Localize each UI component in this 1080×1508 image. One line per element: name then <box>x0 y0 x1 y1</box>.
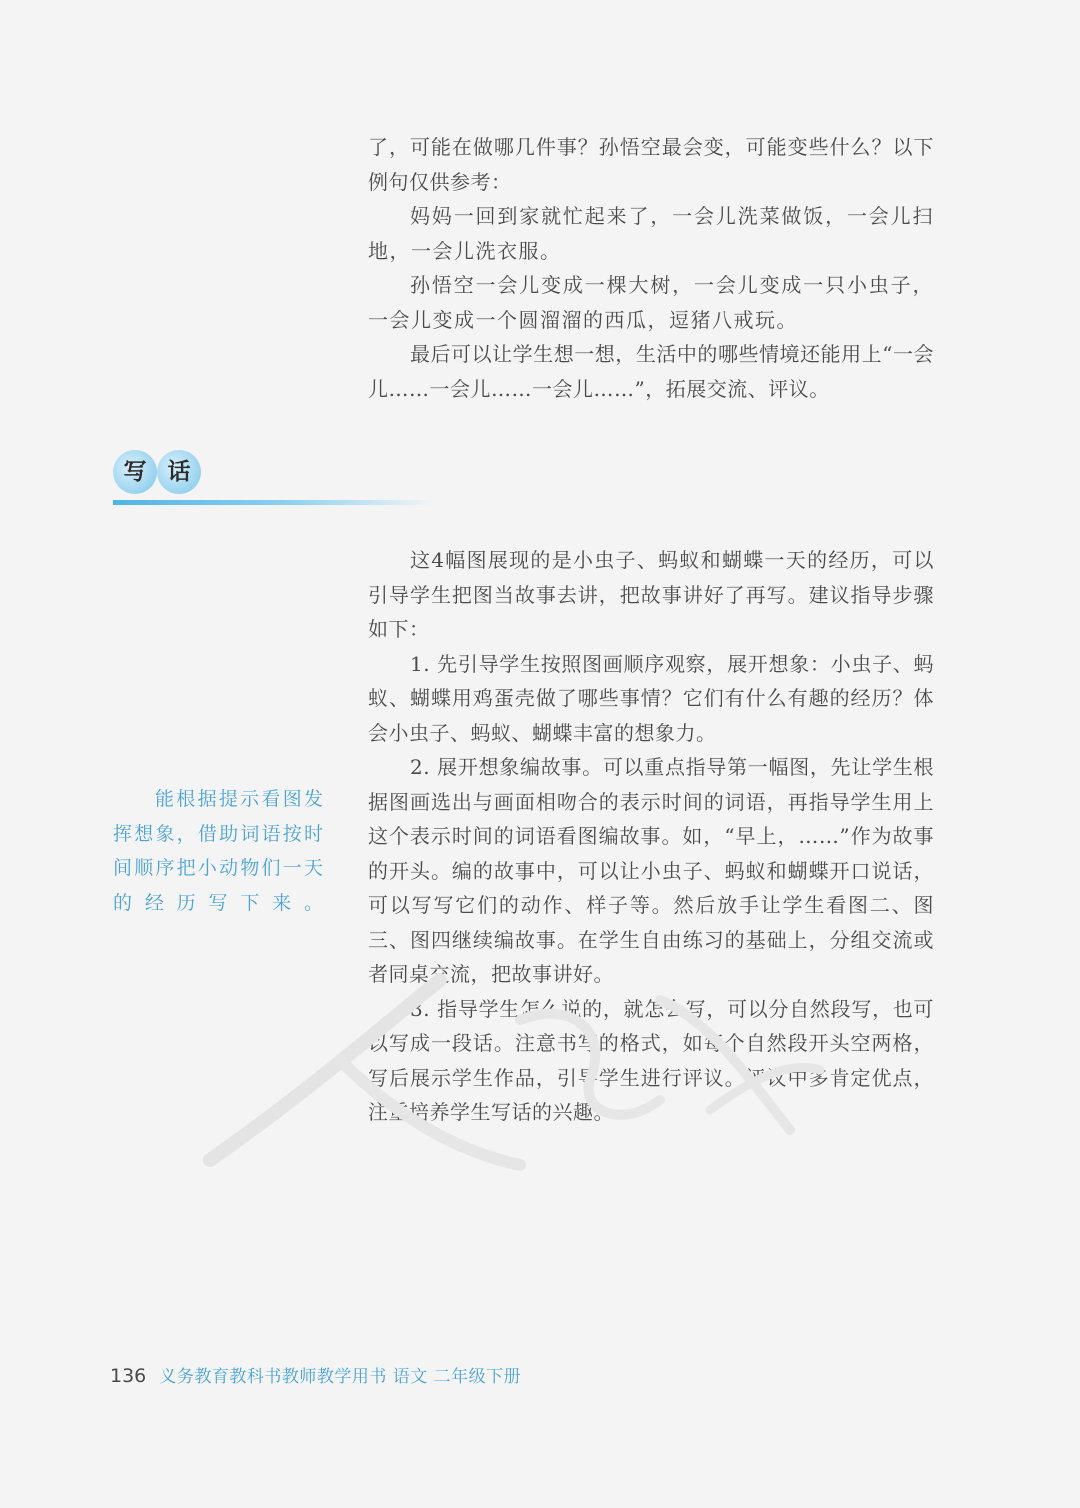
paragraph: 最后可以让学生想一想，生活中的哪些情境还能用上“一会儿……一会儿……一会儿……”，拓展交流、评议。 <box>368 342 934 401</box>
example-sentence: 孙悟空一会儿变成一棵大树，一会儿变成一只小虫子，一会儿变成一个圆溜溜的西瓜，逗猪八戒玩。 <box>368 273 934 332</box>
section-title-char: 写 <box>113 450 157 494</box>
continued-text-block <box>368 130 934 406</box>
section-title-char: 话 <box>157 450 201 494</box>
writing-guidance-text <box>368 543 934 1130</box>
example-sentence: 妈妈一回到家就忙起来了，一会儿洗菜做饭，一会儿扫地，一会儿洗衣服。 <box>368 204 934 263</box>
book-title: 义务教育教科书教师教学用书 语文 二年级下册 <box>159 1367 522 1387</box>
page-number: 136 <box>110 1365 147 1387</box>
step-paragraph: 2. 展开想象编故事。可以重点指导第一幅图，先让学生根据图画选出与画面相吻合的表示时间的词语，再指导学生用上这个表示时间的词语看图编故事。如，“早上，……”作为故事的开头。编的故事中，可以让小虫子、蚂蚁和蝴蝶开口说话，可以写写它们的动作、样子等。然后放手让学生看图二、图三、图四继续编故事。在学生自由练习的基础上，分组交流或者同桌交流，把故事讲好。 <box>368 755 934 986</box>
paragraph: 了，可能在做哪几件事？孙悟空最会变，可能变些什么？以下例句仅供参考： <box>368 135 934 194</box>
step-paragraph: 3. 指导学生怎么说的，就怎么写，可以分自然段写，也可以写成一段话。注意书写的格式，如每个自然段开头空两格，写后展示学生作品，引导学生进行评议。评议中多肯定优点，注重培养学生写话的兴趣。 <box>368 996 934 1124</box>
section-header-xiehua <box>113 450 433 510</box>
section-divider <box>113 500 433 505</box>
paragraph: 这4幅图展现的是小虫子、蚂蚁和蝴蝶一天的经历，可以引导学生把图当故事去讲，把故事讲好了再写。建议指导步骤如下： <box>368 548 934 641</box>
step-paragraph: 1. 先引导学生按照图画顺序观察，展开想象：小虫子、蚂蚁、蝴蝶用鸡蛋壳做了哪些事情？它们有什么有趣的经历？体会小虫子、蚂蚁、蝴蝶丰富的想象力。 <box>368 651 934 745</box>
margin-note-objective: 能根据提示看图发挥想象，借助词语按时间顺序把小动物们一天的经历写下来。 <box>113 788 325 914</box>
page-footer <box>110 1362 521 1392</box>
